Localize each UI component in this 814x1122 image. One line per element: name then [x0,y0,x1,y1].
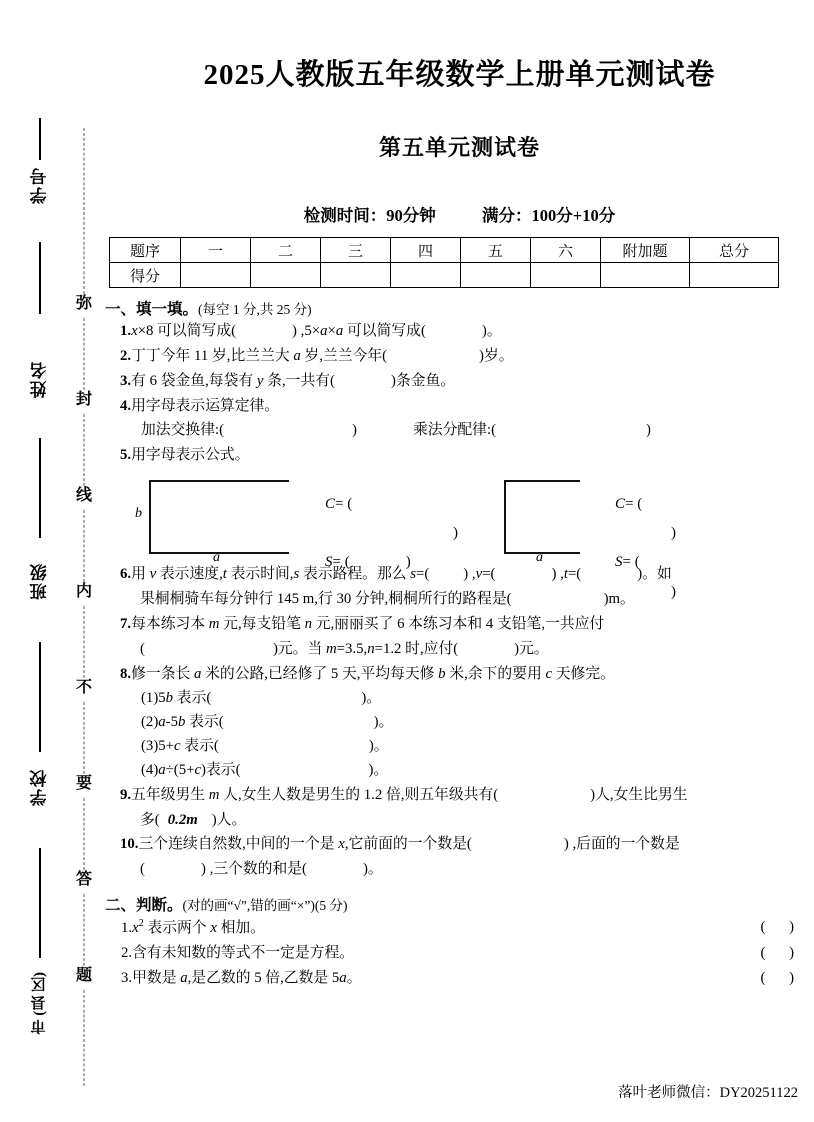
table-row [110,238,779,263]
q8-2-end: )。 [373,713,394,730]
tf3-var-a2: a [339,970,347,987]
q3-text-1: 有 6 袋金鱼,每袋有 [131,372,257,389]
tf1-exponent: 2 [138,918,144,930]
square-s-symbol: S [615,554,623,571]
q6-var-v2: v [475,565,483,582]
q7-t2: 元,每支铅笔 [219,615,305,632]
seal-dash [84,510,85,582]
tf-item-3 [121,967,814,991]
question-10-line2 [141,858,814,882]
seal-char-7: 答 [75,871,93,888]
table-row [110,263,779,288]
q1-text-d: 可以简写成( [343,323,426,339]
rectangle-shape [149,480,289,554]
q8-4-label: (4) [141,761,159,778]
seal-char-8: 题 [75,967,93,984]
exam-time-label: 检测时间：90分钟 [303,206,436,225]
question-6-line2 [141,588,814,612]
q8-3-end: )。 [368,737,389,754]
score-table [109,237,779,288]
question-6 [121,563,814,587]
margin-field-xingming: 姓名 [30,360,50,398]
q1-text-c: × [327,323,336,339]
q8-var-c: c [545,665,553,682]
q7-line2a: ( [140,640,145,657]
q8-3-var: c [174,737,181,754]
q6-var-s: s [293,565,300,582]
seal-char-1: 弥 [75,295,93,312]
q1-text-e: )。 [481,323,502,339]
question-8-sub-3 [141,735,814,759]
seal-char-2: 封 [75,391,93,408]
rect-s-open: = ( [332,554,350,571]
q10-t2: ,它前面的一个数是( [344,836,472,853]
q7-var-m: m [208,615,220,632]
q4-number: 4. [120,397,132,414]
tf1-var-x: x [132,920,139,937]
seal-char-3: 线 [75,487,93,504]
tf1-number: 1. [121,920,133,937]
rect-c-open: = ( [335,495,353,512]
seal-dash [84,894,85,966]
rect-c-close: ) [453,525,458,542]
q7-t1: 每本练习本 [131,615,209,632]
q3-text-2: 条,一共有( [263,372,335,389]
q1-text-b: ) ,5× [292,323,321,339]
tf1-text2: 相加。 [216,920,265,937]
question-1 [121,320,814,344]
q6-t1: 用 [131,565,150,582]
q8-3-text: 表示( [180,737,219,754]
q8-1-label: (1) [141,689,159,706]
score-cell[interactable] [601,263,690,288]
score-table-col-1: 一 [181,238,251,263]
section-heading-2 [105,893,814,915]
q8-4-var2: c [194,761,202,778]
q7-number: 7. [120,615,132,632]
q6-var-t: t [222,565,227,582]
question-7-line2 [141,638,814,662]
score-table-row-label: 题序 [110,238,181,263]
q8-1-var: b [165,689,174,706]
q9-var-m: m [208,786,220,803]
q1-var-a1: a [320,323,328,339]
q7-line2d: =1.2 时,应付( [374,640,459,657]
q6-t4: 表示路程。那么 [299,565,411,582]
tf1-var-x2: x [210,920,217,937]
q7-var-m2: m [325,640,337,657]
q6-t10: )。如 [637,565,672,582]
q6-var-v: v [149,565,157,582]
tf2-answer-bracket[interactable]: ( ) [760,945,804,962]
score-cell[interactable] [531,263,601,288]
q10-line2a: ( [140,861,145,878]
seal-dash [84,414,85,486]
q9-answer: 0.2m [167,811,198,828]
q3-text-3: )条金鱼。 [390,372,456,389]
tf1-text: 表示两个 [143,920,211,937]
square-s-close: ) [671,583,676,600]
tf2-number: 2. [121,945,133,962]
q4-text: 用字母表示运算定律。 [131,397,280,414]
q8-3-pre: 5+ [158,737,175,754]
margin-rule [39,848,41,958]
q4-law2-close: ) [646,421,651,438]
section-heading-1 [105,297,814,319]
q1-var-a2: a [335,323,344,339]
tf3-pre: 甲数是 [132,970,181,987]
q3-var-y: y [256,372,264,389]
question-10 [121,833,814,857]
rectangle-formulas [325,490,458,578]
q7-line2c: =3.5, [336,640,368,657]
rect-s-symbol: S [325,554,333,571]
question-8 [121,663,814,687]
score-table-col-5: 五 [461,238,531,263]
seal-char-5: 不 [75,679,93,696]
score-table-col-6: 六 [531,238,601,263]
q8-4-pre: ÷(5+ [165,761,195,778]
q9-line2b: )人。 [211,811,247,828]
q8-1-pre: 5 [158,689,166,706]
q6-var-t2: t [563,565,568,582]
q2-text-3: )岁。 [479,347,514,364]
seal-dash [84,990,85,1086]
q6-t3: 表示时间, [226,565,294,582]
q8-4-text: )表示( [201,761,241,778]
rect-formula-c [325,490,458,549]
rect-formula-s [325,548,458,577]
square-formula-s [615,548,676,607]
margin-field-xuexiao: 学校 [30,768,50,806]
q6-t7: =( [482,565,496,582]
section-1-subtitle: (每空 1 分,共 25 分) [198,302,312,317]
tf3-text: ,是乙数的 5 倍,乙数是 5 [187,970,340,987]
score-table-col-total: 总分 [690,238,779,263]
rect-s-close: ) [405,554,411,571]
q9-t3: )人,女生比男生 [590,786,688,803]
square-c-close: ) [671,525,676,542]
q1-var-x: x [131,323,138,339]
seal-dash [84,606,85,678]
section-1-title: 一、填一填。 [105,301,199,318]
q8-var-b: b [438,665,446,682]
square-shape [504,480,580,554]
q6-t8: ) , [551,565,564,582]
q8-t3: 米,余下的要用 [445,665,546,682]
square-c-symbol: C [615,495,626,512]
square-formula-c [615,490,676,549]
q7-var-n2: n [367,640,375,657]
rect-side-label-b: b [135,505,142,521]
q10-line2c: )。 [362,861,383,878]
question-8-sub-1 [141,687,814,711]
q8-t1: 修一条长 [131,665,194,682]
tf3-answer-bracket[interactable]: ( ) [760,970,804,987]
q6-t6: ) , [463,565,476,582]
question-5 [121,444,814,468]
rect-side-label-a: a [213,549,220,565]
q2-text-1: 丁丁今年 11 岁,比兰兰大 [131,347,294,364]
square-side-label-a: a [536,549,543,565]
q9-t1: 五年级男生 [131,786,209,803]
score-cell[interactable] [461,263,531,288]
q6-t2: 表示速度, [156,565,223,582]
tf1-answer-bracket[interactable]: ( ) [760,919,804,936]
margin-field-banji: 班级 [30,562,50,600]
q7-var-n: n [304,615,312,632]
question-4-laws [141,419,814,443]
sealing-margin [0,0,105,1122]
question-9 [121,784,814,808]
exam-fullscore-label: 满分：100分+10分 [482,206,616,225]
q3-number: 3. [120,372,132,389]
tf3-var-a: a [180,970,188,987]
q6-line2: 果桐桐骑车每分钟行 145 m,行 30 分钟,桐桐所行的路程是( [140,590,512,607]
q5-text: 用字母表示公式。 [131,446,250,463]
margin-rule [39,242,41,314]
score-table-row-label: 得分 [110,263,181,288]
q8-1-end: )。 [361,689,382,706]
q8-t4: 天修完。 [552,665,615,682]
q5-number: 5. [120,446,132,463]
seal-dash [84,128,85,294]
q4-law1-label: 加法交换律:( [141,421,225,438]
q4-law2-label: 乘法分配律:( [412,421,496,438]
tf3-text2: 。 [346,970,362,987]
q10-t3: ) ,后面的一个数是 [563,836,680,853]
question-9-line2 [141,809,814,833]
seal-dash [84,702,85,774]
score-table-col-2: 二 [251,238,321,263]
q10-line2b: ) ,三个数的和是( [200,861,307,878]
q8-number: 8. [120,665,132,682]
tf3-number: 3. [121,970,133,987]
exam-content [105,0,814,1122]
q7-line2b: )元。当 [272,640,326,657]
question-4 [121,395,814,419]
page-title: 2025人教版五年级数学上册单元测试卷 [203,59,716,91]
question-2 [121,345,814,369]
exam-meta [105,202,814,226]
seal-char-6: 要 [75,775,93,792]
tf2-text: 含有未知数的等式不一定是方程。 [132,945,355,962]
unit-title: 第五单元测试卷 [378,135,540,160]
q1-number: 1. [120,323,132,339]
student-info-column [18,0,62,1122]
q8-4-var: a [158,761,166,778]
seal-dash [84,798,85,870]
q6-t5: =( [416,565,430,582]
score-table-col-3: 三 [321,238,391,263]
q8-2-text: -5 [165,713,178,730]
score-cell[interactable] [690,263,779,288]
square-c-open: = ( [625,495,643,512]
margin-rule [39,438,41,538]
q8-4-end: )。 [368,761,389,778]
score-table-col-4: 四 [391,238,461,263]
q6-t9: =( [567,565,582,582]
section-2-subtitle: (对的画“√”,错的画“×”)(5 分) [182,898,348,914]
score-table-col-bonus: 附加题 [601,238,690,263]
q8-2-var2: b [178,713,186,730]
q8-2-var: a [158,713,166,730]
q6-number: 6. [120,565,132,582]
seal-char-4: 内 [75,583,93,600]
tf-item-2 [121,942,814,966]
q7-line2e: )元。 [514,640,549,657]
score-cell[interactable] [181,263,251,288]
question-8-sub-2 [141,711,814,735]
footer-watermark: 落叶老师微信：DY20251122 [618,1085,798,1101]
q2-var-a: a [293,347,301,364]
section-2-title: 二、判断。 [105,897,183,915]
score-cell[interactable] [251,263,321,288]
q9-number: 9. [120,786,132,803]
square-formulas [615,490,676,607]
q10-t1: 三个连续自然数,中间的一个是 [138,836,339,853]
q8-1-text: 表示( [173,689,212,706]
q9-line2a: 多( [140,811,160,828]
q7-t3: 元,丽丽买了 6 本练习本和 4 支铅笔,一共应付 [311,615,605,632]
q2-text-2: 岁,兰兰今年( [300,347,388,364]
seal-dash [84,318,85,390]
q4-law1-close: ) [352,421,357,438]
tf-item-1 [121,916,814,941]
q2-number: 2. [120,347,132,364]
score-cell[interactable] [321,263,391,288]
margin-field-xuehao: 学号 [30,166,50,204]
q9-t2: 人,女生人数是男生的 1.2 倍,则五年级共有( [219,786,499,803]
question-8-sub-4 [141,759,814,783]
q1-text-a: ×8 可以简写成( [137,323,237,339]
q10-var-x: x [338,836,345,853]
q6-line2-end: )m。 [603,590,635,607]
square-s-open: = ( [622,554,640,571]
q8-2-text2: 表示( [185,713,224,730]
margin-field-shi: 市 (县 区) [31,972,48,1035]
q8-t2: 米的公路,已经修了 5 天,平均每天修 [201,665,439,682]
question-7 [121,613,814,637]
q10-number: 10. [120,836,139,853]
margin-rule [39,118,41,160]
seal-line-column [62,0,106,1122]
margin-rule [39,642,41,752]
rect-c-symbol: C [325,495,336,512]
score-cell[interactable] [391,263,461,288]
question-3 [121,370,814,394]
q8-3-label: (3) [141,737,159,754]
q6-var-s2: s [410,565,417,582]
q8-2-label: (2) [141,713,159,730]
q8-var-a: a [194,665,202,682]
